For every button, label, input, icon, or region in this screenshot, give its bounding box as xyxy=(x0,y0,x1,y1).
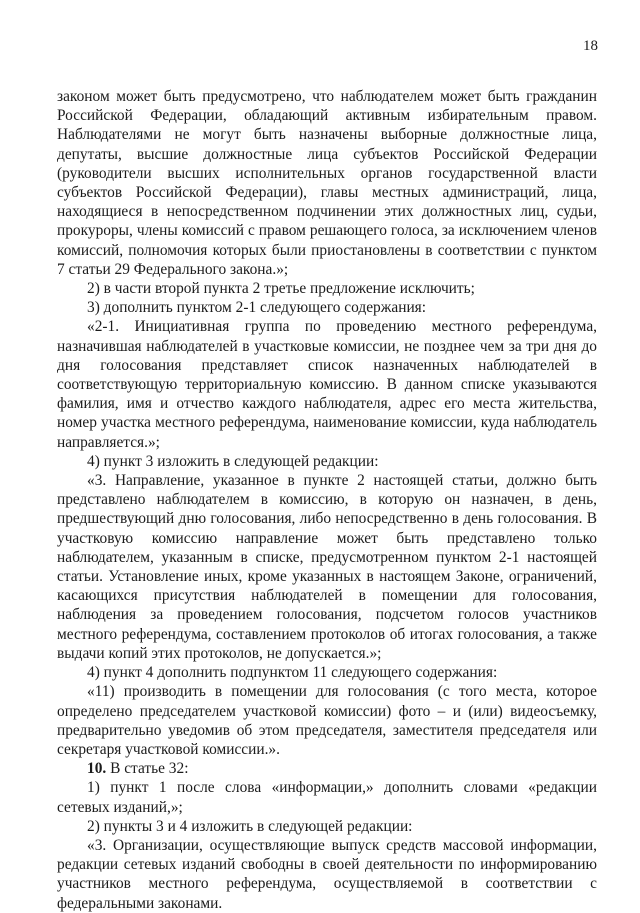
paragraph-continuation xyxy=(57,87,597,279)
paragraph-text: «3. Направление, указанное в пункте 2 настоящей статьи, должно быть представлено наблюдателем в комиссию, в которую он назначен, в день, предшествующий дню голосования, либо непосредственно в день голосования. В участковую комиссию направление может быть представлено только наблюдателем, указанным в списке, предусмотренном пунктом 2-1 настоящей статьи. Установление иных, кроме указанных в настоящем Законе, ограничений, касающихся присутствия наблюдателей в помещении для голосования, наблюдения за проведением голосования, подсчетом голосов участников местного референдума, составлением протоколов об итогах голосования, а также выдачи копий этих протоколов, не допускается.»; xyxy=(57,472,597,662)
paragraph-text: 2) пункты 3 и 4 изложить в следующей редакции: xyxy=(87,817,413,835)
paragraph-quote-2-1 xyxy=(57,317,597,451)
page-number: 18 xyxy=(583,38,598,54)
paragraph-text: 3) дополнить пунктом 2-1 следующего содержания: xyxy=(87,299,427,317)
paragraph-quote-3-organizations xyxy=(57,836,597,913)
paragraph-item-3 xyxy=(57,298,597,317)
paragraph-text: законом может быть предусмотрено, что наблюдателем может быть гражданин Российской Федерации, обладающий активным избирательным правом. Наблюдателями не могут быть назначены выборные должностные лица, депутаты, высшие должностные лица субъектов Российской Федерации (руководители высших исполнительных органов государственной власти субъектов Российской Федерации), главы местных администраций, лица, находящиеся в непосредственном подчинении этих должностных лиц, судьи, прокуроры, члены комиссий с правом решающего голоса, за исключением членов комиссий, полномочия которых были приостановлены в соответствии с пунктом 7 статьи 29 Федерального закона.»; xyxy=(57,88,597,278)
paragraph-item-2-points xyxy=(57,817,597,836)
paragraph-item-4-point-4 xyxy=(57,663,597,682)
paragraph-quote-3 xyxy=(57,471,597,663)
paragraph-text: 4) пункт 3 изложить в следующей редакции: xyxy=(87,452,379,470)
paragraph-text: В статье 32: xyxy=(106,760,189,778)
paragraph-item-2 xyxy=(57,279,597,298)
paragraph-quote-11 xyxy=(57,682,597,759)
paragraph-text: 2) в части второй пункта 2 третье предложение исключить; xyxy=(87,280,475,298)
paragraph-text: «3. Организации, осуществляющие выпуск средств массовой информации, редакции сетевых изданий свободны в своей деятельности по информированию участников местного референдума, осуществляемой в соответствии с федеральными законами. xyxy=(57,836,597,912)
paragraph-text: «11) производить в помещении для голосования (с того места, которое определено председателем участковой комиссии) фото – и (или) видеосъемку, предварительно уведомив об этом председателя, заместителя председателя или секретаря участковой комиссии.». xyxy=(57,683,597,758)
paragraph-text: 1) пункт 1 после слова «информации,» дополнить словами «редакции сетевых изданий,»; xyxy=(57,779,597,816)
body-text xyxy=(57,87,597,913)
paragraph-text: 4) пункт 4 дополнить подпунктом 11 следующего содержания: xyxy=(87,664,498,682)
paragraph-text: «2-1. Инициативная группа по проведению местного референдума, назначившая наблюдателей в участковые комиссии, не позднее чем за три дня до дня голосования представляет список назначенных наблюдателей в соответствующую территориальную комиссию. В данном списке указываются фамилия, имя и отчество каждого наблюдателя, адрес его места жительства, номер участка местного референдума, наименование комиссии, куда наблюдатель направляется.»; xyxy=(57,318,597,451)
paragraph-item-1 xyxy=(57,778,597,816)
paragraph-item-4 xyxy=(57,452,597,471)
section-number: 10. xyxy=(87,760,107,778)
section-heading-10 xyxy=(57,759,597,778)
